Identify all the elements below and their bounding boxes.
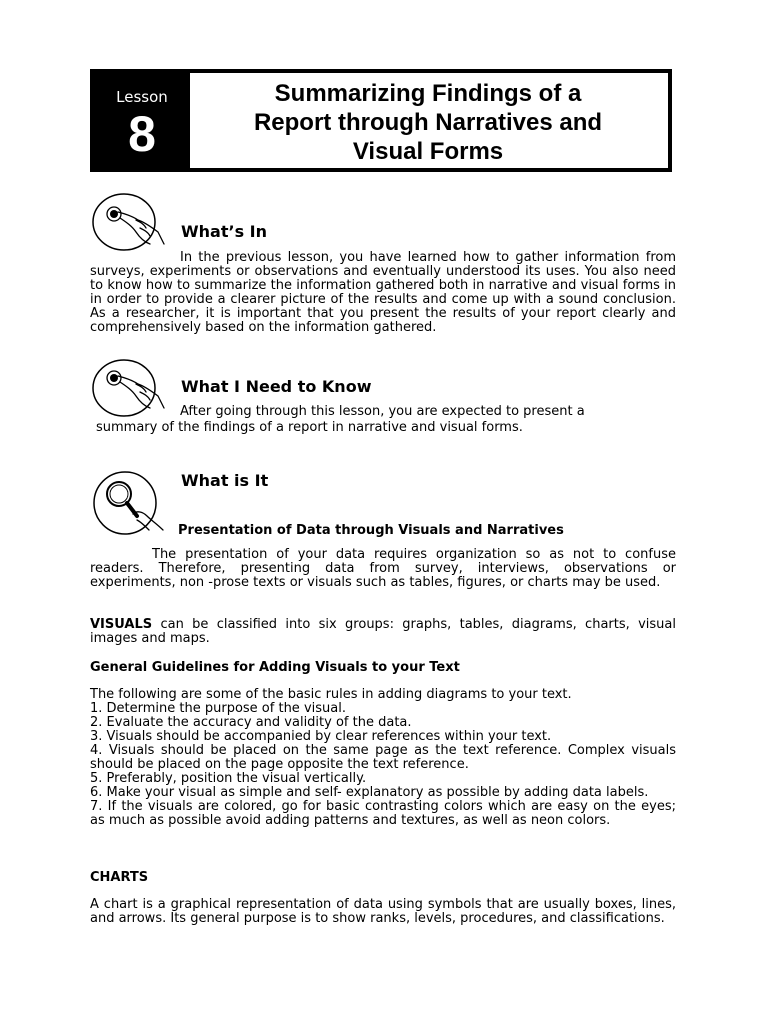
visuals-definition: can be classified into six groups: graphs, tables, diagrams, charts, visual images and maps. <box>90 617 676 646</box>
whats-in-body: In the previous lesson, you have learned how to gather information from surveys, experiments or observations and eventually understood its uses. You also need to know how to summarize the information gathered both in narrative and visual forms in in order to provide a clearer picture of the results and come up with a sound conclusion. As a researcher, it is important that you present the results of your report clearly and comprehensively based on the information gathered. <box>90 250 676 335</box>
visuals-paragraph <box>90 618 676 646</box>
title-line-2: Report through Narratives and <box>253 109 603 136</box>
lesson-badge <box>94 73 190 168</box>
list-item: 1. Determine the purpose of the visual. <box>90 701 346 716</box>
guidelines-heading: General Guidelines for Adding Visuals to your Text <box>90 660 460 675</box>
lesson-title <box>194 79 662 166</box>
lesson-header <box>90 69 672 172</box>
title-line-1: Summarizing Findings of a <box>274 80 582 107</box>
lesson-label: Lesson <box>116 88 168 106</box>
what-is-it-heading: What is It <box>181 471 269 490</box>
need-to-know-heading: What I Need to Know <box>181 377 372 396</box>
magnifying-glass-icon <box>93 470 173 542</box>
visuals-term: VISUALS <box>90 617 153 632</box>
guidelines-list <box>90 688 676 828</box>
title-line-3: Visual Forms <box>352 138 504 165</box>
list-item: 3. Visuals should be accompanied by clear references within your text. <box>90 729 552 744</box>
need-to-know-line-2: summary of the findings of a report in narrative and visual forms. <box>96 420 523 435</box>
need-to-know-body <box>90 405 676 435</box>
list-item: 7. If the visuals are colored, go for basic contrasting colors which are easy on the eyes; as much as possible avoid adding patterns and textures, as well as neon colors. <box>90 799 676 828</box>
hand-pointer-icon <box>92 192 172 256</box>
lesson-number: 8 <box>128 106 156 162</box>
charts-paragraph: A chart is a graphical representation of data using symbols that are usually boxes, lines, and arrows. Its general purpose is to show ranks, levels, procedures, and classifications. <box>90 897 676 926</box>
list-item: 6. Make your visual as simple and self- explanatory as possible by adding data labels. <box>90 785 649 800</box>
list-item: 2. Evaluate the accuracy and validity of the data. <box>90 715 412 730</box>
guidelines-intro: The following are some of the basic rules in adding diagrams to your text. <box>90 687 572 702</box>
list-item: 4. Visuals should be placed on the same page as the text reference. Complex visuals should be placed on the page opposite the text reference. <box>90 743 676 772</box>
charts-heading: CHARTS <box>90 870 149 885</box>
whats-in-heading: What’s In <box>181 222 267 241</box>
list-item: 5. Preferably, position the visual vertically. <box>90 771 367 786</box>
need-to-know-line-1: After going through this lesson, you are expected to present a <box>180 404 585 419</box>
presentation-subheading: Presentation of Data through Visuals and Narratives <box>178 523 564 538</box>
presentation-paragraph: The presentation of your data requires organization so as not to confuse readers. Therefore, presenting data from survey, interviews, observations or experiments, non -prose texts or visuals such as tables, figures, or charts may be used. <box>90 547 676 590</box>
